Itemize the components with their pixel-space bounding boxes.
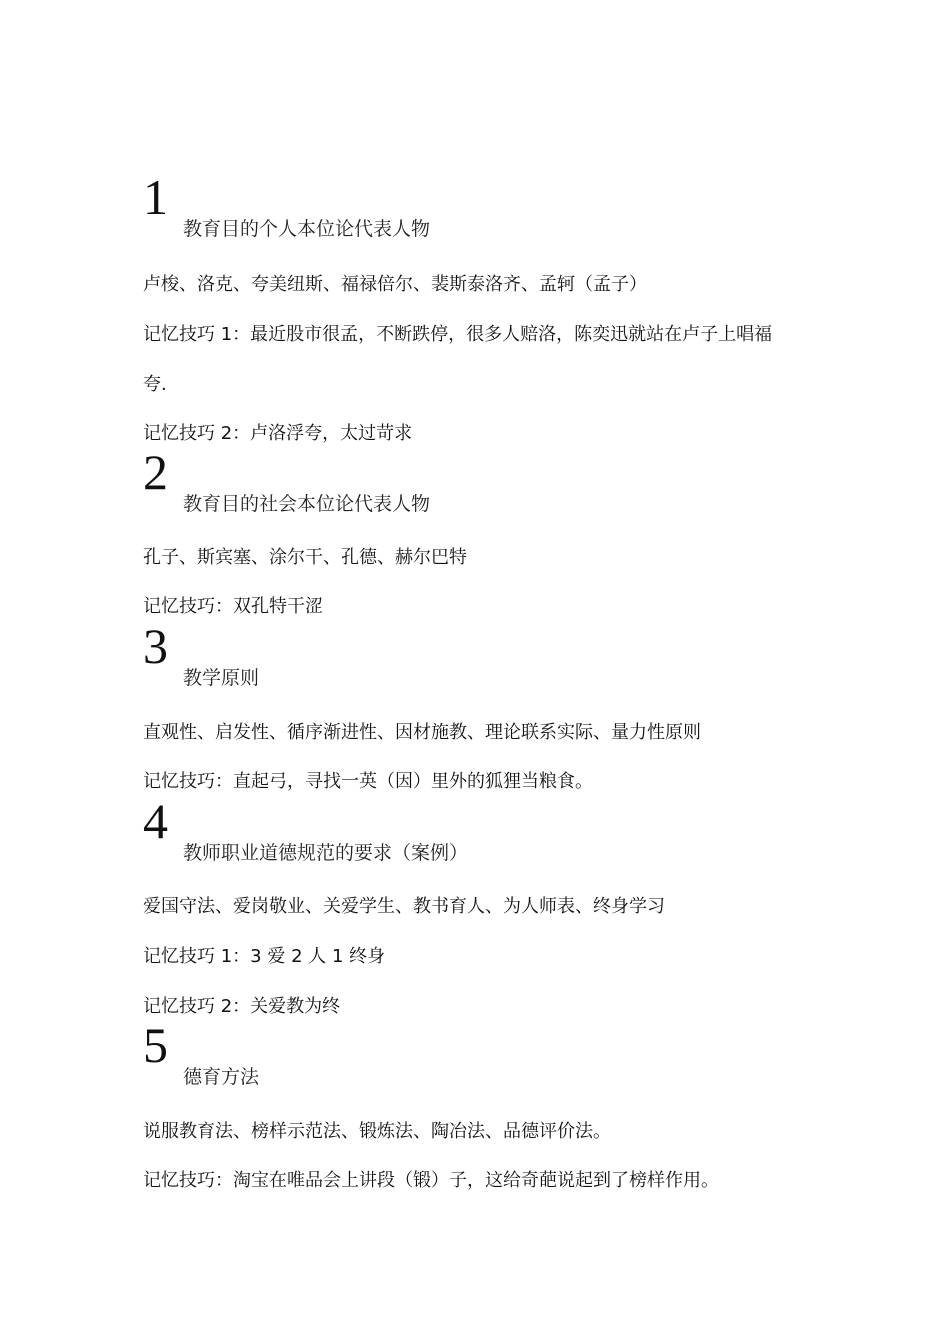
content-line: 孔子、斯宾塞、涂尔干、孔德、赫尔巴特	[143, 547, 467, 568]
section-number: 5	[143, 1017, 168, 1073]
section-number: 3	[143, 618, 168, 674]
section-heading: 教学原则	[183, 667, 260, 689]
content-line: 记忆技巧：直起弓，寻找一英（因）里外的狐狸当粮食。	[143, 771, 593, 792]
section-number: 4	[143, 793, 168, 849]
content-line: 记忆技巧：双孔特干涩	[143, 596, 323, 617]
content-line: 直观性、启发性、循序渐进性、因材施教、理论联系实际、量力性原则	[143, 722, 701, 743]
content-line: 夸.	[143, 374, 167, 395]
section-heading: 教师职业道德规范的要求（案例）	[183, 842, 469, 864]
content-line: 记忆技巧 1：最近股市很孟，不断跌停，很多人赔洛，陈奕迅就站在卢子上唱福	[143, 324, 773, 345]
content-line: 说服教育法、榜样示范法、锻炼法、陶冶法、品德评价法。	[143, 1121, 611, 1142]
section-heading: 德育方法	[183, 1066, 260, 1088]
content-line: 记忆技巧 2：卢洛浮夸，太过苛求	[143, 423, 413, 444]
section-number: 1	[143, 169, 168, 225]
content-line: 记忆技巧：淘宝在唯品会上讲段（锻）子，这给奇葩说起到了榜样作用。	[143, 1170, 719, 1191]
section-heading: 教育目的个人本位论代表人物	[183, 218, 431, 240]
content-line: 记忆技巧 1：3 爱 2 人 1 终身	[143, 946, 386, 967]
content-line: 爱国守法、爱岗敬业、关爱学生、教书育人、为人师表、终身学习	[143, 896, 665, 917]
section-heading: 教育目的社会本位论代表人物	[183, 493, 431, 515]
content-line: 卢梭、洛克、夸美纽斯、福禄倍尔、裴斯泰洛齐、孟轲（孟子）	[143, 274, 647, 295]
content-line: 记忆技巧 2：关爱教为终	[143, 996, 341, 1017]
section-number: 2	[143, 444, 168, 500]
